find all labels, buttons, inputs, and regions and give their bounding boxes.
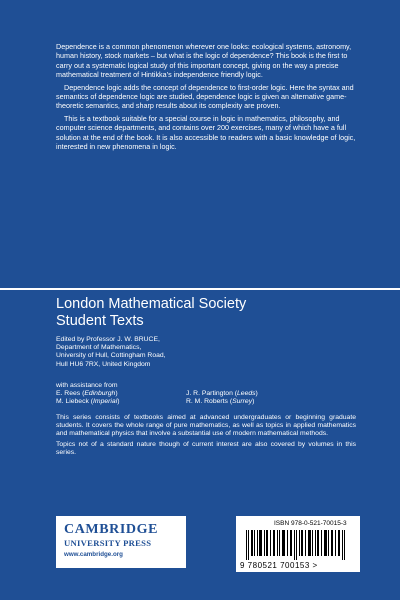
editor-line-4: Hull HU6 7RX, United Kingdom	[56, 360, 151, 368]
series-description-paragraph-2: Topics not of a standard nature though of current interest are also covered by volumes in this series.	[56, 440, 356, 456]
barcode-digits: 9 780521 700153 >	[240, 561, 318, 570]
publisher-press: UNIVERSITY PRESS	[64, 538, 152, 548]
assistant-name: J. R. Partington	[186, 390, 233, 397]
assistant-name: R. M. Roberts	[186, 398, 228, 406]
series-title-line-2: Student Texts	[56, 313, 144, 329]
series-description	[56, 414, 356, 459]
isbn-barcode	[236, 516, 360, 572]
assistant-name: E. Rees	[56, 390, 81, 397]
assistant-place: Imperial	[93, 398, 118, 406]
assistant-name: M. Liebeck	[56, 398, 89, 406]
assistant-place: Edinburgh	[84, 390, 116, 397]
editor-line-3: University of Hull, Cottingham Road,	[56, 352, 166, 360]
series-title-line-1: London Mathematical Society	[56, 296, 247, 312]
assistance-label: with assistance from	[56, 382, 118, 389]
barcode-icon	[246, 530, 350, 560]
assistant-entry: M. Liebeck (Imperial)	[56, 398, 120, 406]
assistant-entry: J. R. Partington (Leeds)	[186, 390, 258, 397]
assistant-place: Leeds	[237, 390, 256, 397]
assistant-place: Surrey	[232, 398, 253, 406]
blurb-paragraph-1: Dependence is a common phenomenon wherever one looks: ecological systems, astronomy, human history, stock markets – but what is the logic of dependence? This book is the first to carry out a systematic logical study of this important concept, giving on the way a precise mathematical treatment of Hintikka’s independence friendly logic.	[56, 42, 352, 80]
series-editor	[56, 336, 356, 369]
publisher-logo	[56, 516, 186, 568]
publisher-url: www.cambridge.org	[64, 551, 123, 558]
series-title	[56, 296, 376, 330]
editor-line-1: Edited by Professor J. W. BRUCE,	[56, 336, 160, 343]
assistant-entry: E. Rees (Edinburgh)	[56, 390, 118, 397]
blurb-paragraph-3: This is a textbook suitable for a special course in logic in mathematics, philosophy, and computer science departments, and contains over 200 exercises, many of which have a full solution at the end of the book. It is also accessible to readers with a basic knowledge of logic, interested in new phenomena in logic.	[56, 113, 356, 152]
publisher-name: CAMBRIDGE	[64, 522, 159, 537]
assistant-entry: R. M. Roberts (Surrey)	[186, 398, 255, 406]
editor-line-2: Department of Mathematics,	[56, 344, 142, 352]
blurb-paragraph-2: Dependence logic adds the concept of dependence to first-order logic. Here the syntax and semantics of dependence logic are studied, dependence logic is given an alternative game-theoretic semantics, and sharp results about its complexity are proven.	[56, 82, 354, 111]
assistant-list	[56, 390, 356, 406]
divider-rule	[0, 288, 400, 290]
isbn-label: ISBN 978-0-521-70015-3	[274, 520, 347, 527]
series-description-paragraph-1: This series consists of textbooks aimed at advanced undergraduates or beginning graduate students. It covers the whole range of pure mathematics, as well as topics in applied mathematics and mathematical physics that involve a substantial use of modern mathematical methods.	[56, 414, 356, 438]
back-cover-blurb	[56, 42, 356, 154]
